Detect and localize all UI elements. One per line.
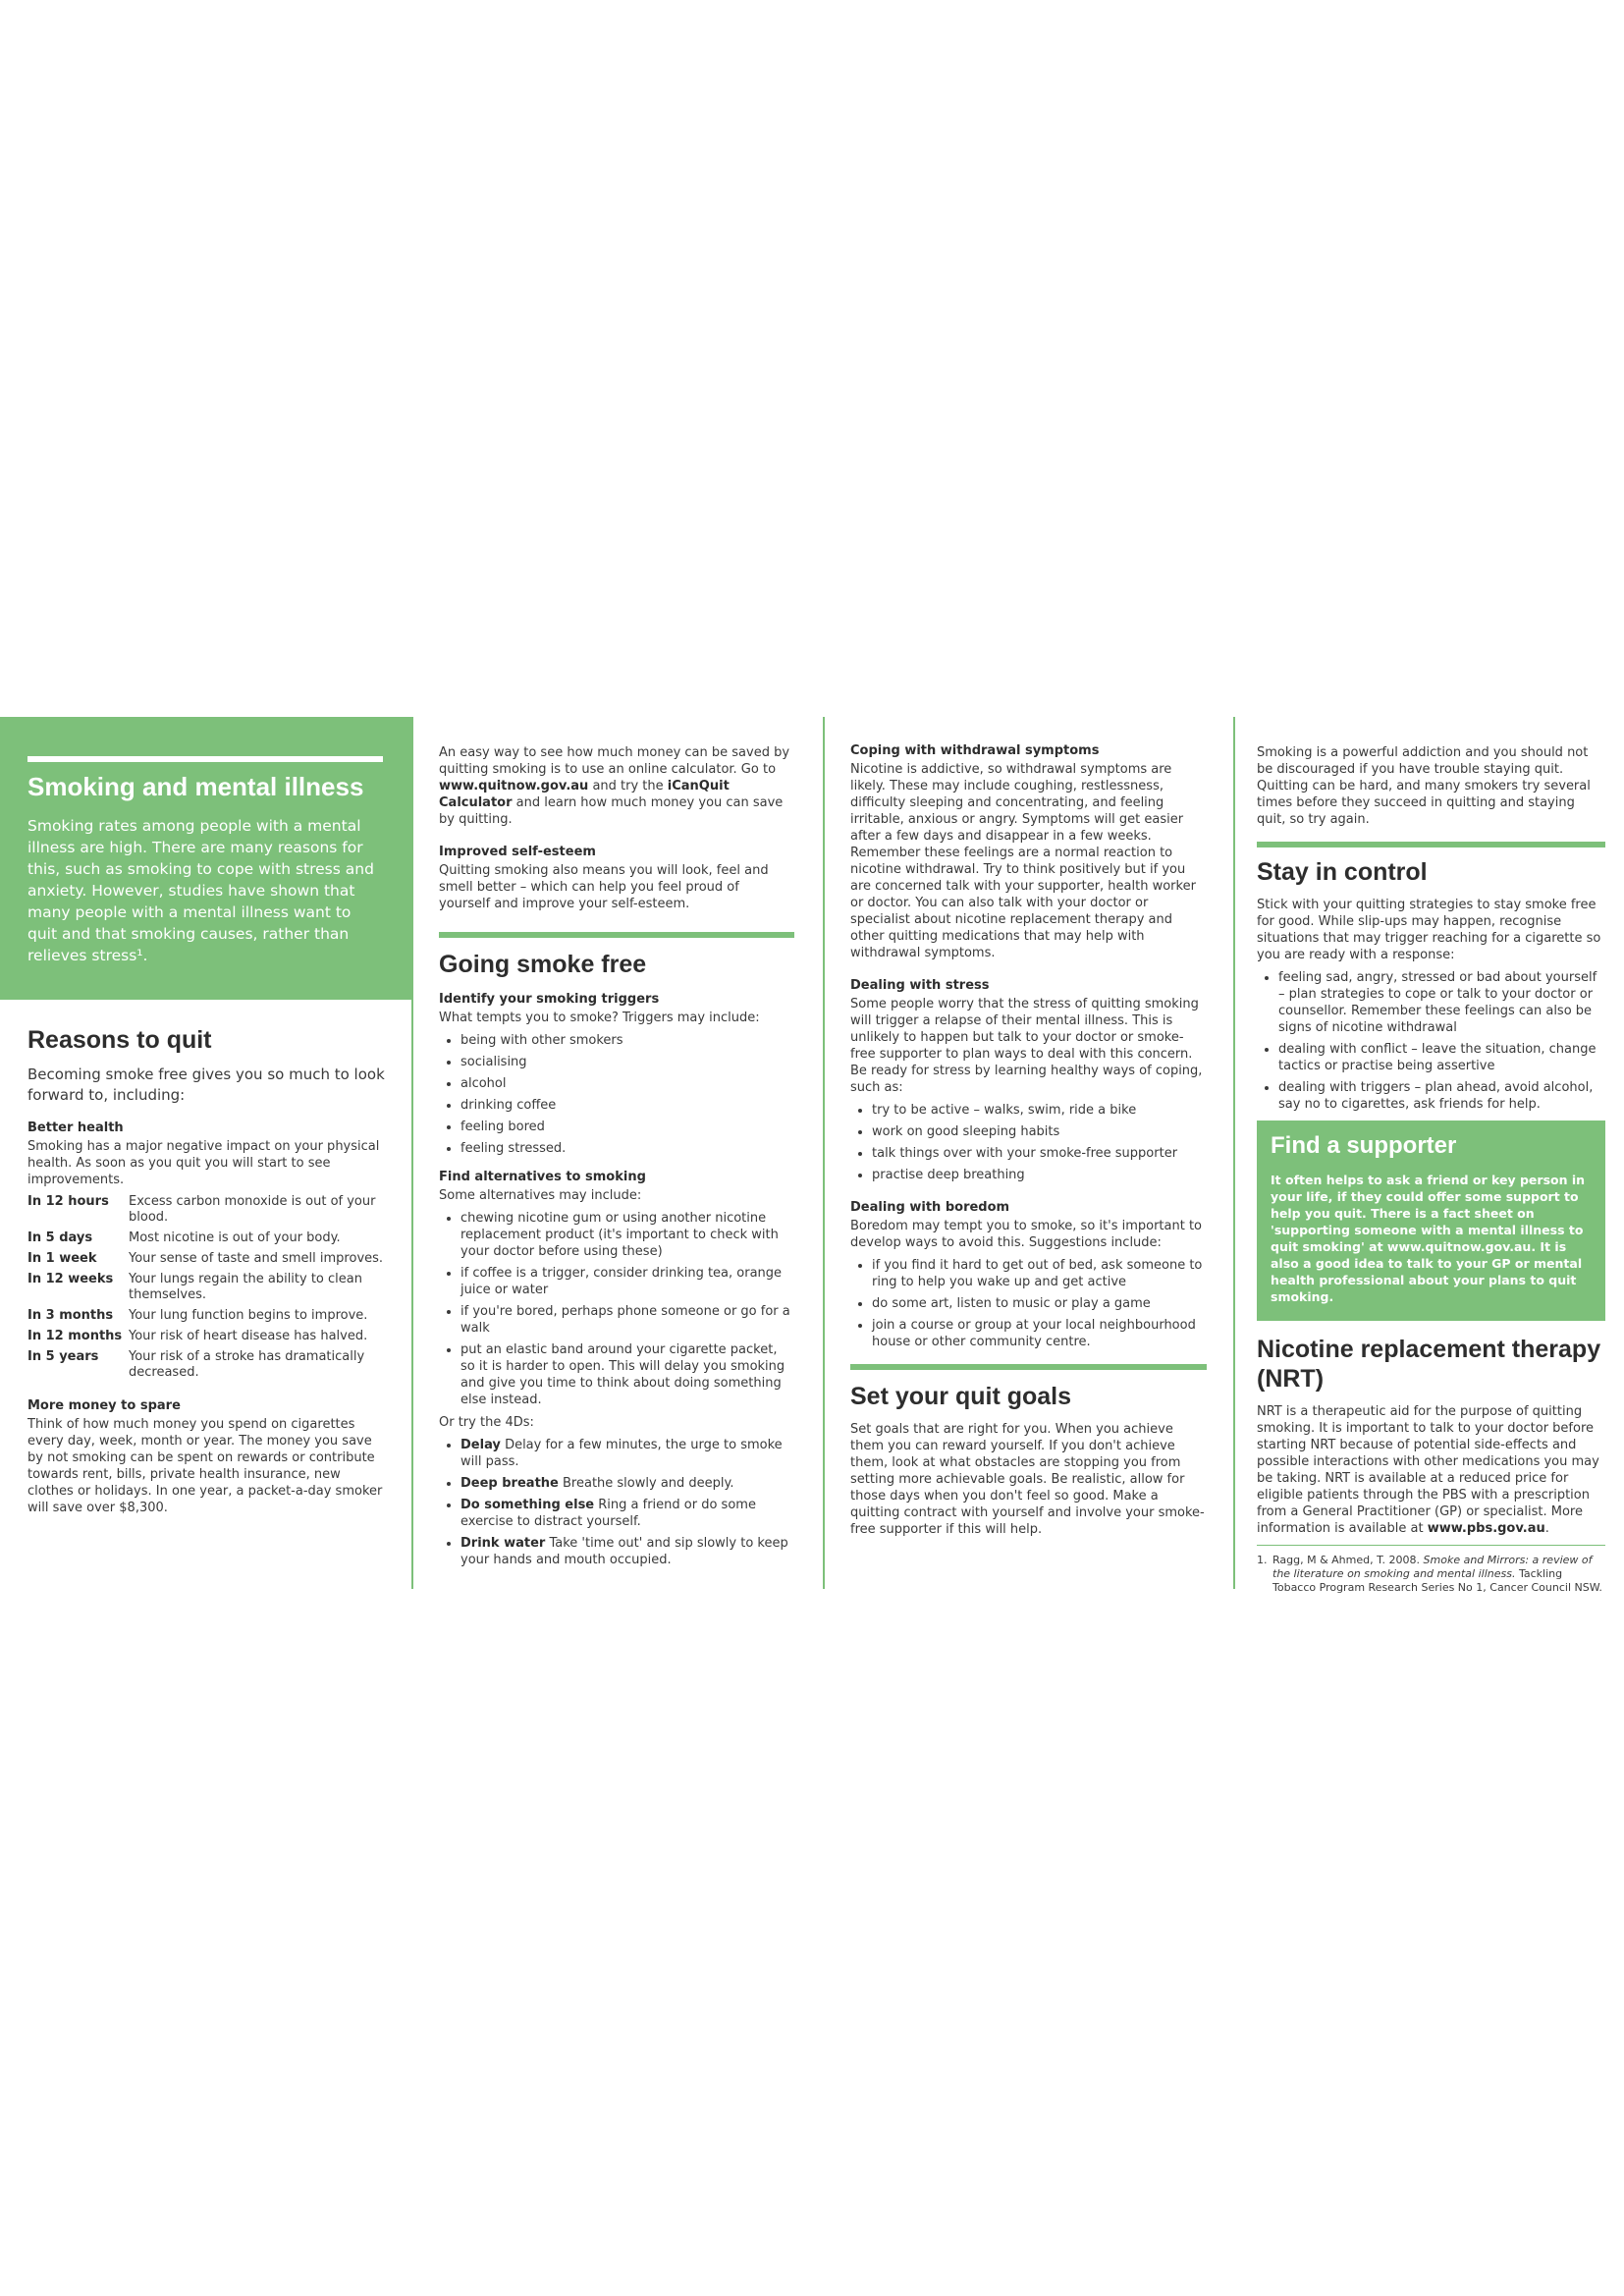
column-4: [1257, 744, 1605, 1595]
section-rule: [1257, 842, 1605, 847]
column-divider: [823, 717, 825, 1589]
list-item: • Drink water Take 'time out' and sip slowly to keep your hands and mouth occupied.: [460, 1535, 794, 1568]
column-3: [850, 742, 1207, 1544]
column-divider: [1233, 717, 1235, 1589]
withdrawal-text: Nicotine is addictive, so withdrawal symptoms are likely. These may include coughing, restlessness, difficulty sleeping and concentrating, and feeling irritable, anxious or angry. Symptoms will get easier after a few days and disappear in a few weeks. Remember these feelings are a normal reaction to nicotine withdrawal. Try to think positively but if you are concerned talk with your supporter, health worker or doctor. You can also talk with your doctor or specialist about nicotine replacement therapy and other quitting medications that may help with withdrawal symptoms.: [850, 762, 1196, 960]
stay-in-control-text: Stick with your quitting strategies to stay smoke free for good. While slip-ups may happen, recognise situations that may trigger reaching for a cigarette so you are ready with a response:: [1257, 898, 1601, 962]
icanquit-calculator-link[interactable]: iCanQuit Calculator: [439, 779, 730, 810]
stay-in-control-title: Stay in control: [1257, 858, 1428, 886]
four-ds-list: [439, 1437, 794, 1568]
list-item: • Delay Delay for a few minutes, the urge to smoke will pass.: [460, 1437, 794, 1470]
going-smoke-free-title: Going smoke free: [439, 951, 647, 978]
table-row: In 3 months Your lung function begins to improve.: [27, 1308, 368, 1323]
hero-rule: [27, 756, 383, 762]
section-rule: [439, 932, 794, 938]
table-row: In 12 months Your risk of heart disease has halved.: [27, 1329, 368, 1343]
list-item: • dealing with triggers – plan ahead, avoid alcohol, say no to cigarettes, ask friends for help.: [1278, 1079, 1605, 1113]
list-item: • join a course or group at your local neighbourhood house or other community centre.: [872, 1317, 1207, 1350]
table-row: In 12 weeks Your lungs regain the ability to clean themselves.: [27, 1272, 362, 1302]
table-row: In 12 hours Excess carbon monoxide is out of your blood.: [27, 1194, 376, 1225]
better-health-heading: Better health: [27, 1121, 124, 1135]
quitnow-link[interactable]: www.quitnow.gov.au: [439, 779, 589, 793]
list-item: • if you find it hard to get out of bed, ask someone to ring to help you wake up and get active: [872, 1257, 1207, 1290]
section-rule: [850, 1364, 1207, 1370]
table-row: In 1 week Your sense of taste and smell improves.: [27, 1251, 384, 1266]
list-item: • do some art, listen to music or play a game: [872, 1295, 1207, 1312]
self-esteem-text: Quitting smoking also means you will look, feel and smell better – which can help you feel proud of yourself and improve your self-esteem.: [439, 863, 769, 911]
column-2: [439, 744, 794, 1574]
list-item: • drinking coffee: [460, 1097, 794, 1114]
boredom-text: Boredom may tempt you to smoke, so it's important to develop ways to avoid this. Suggestions include:: [850, 1219, 1203, 1250]
reasons-title: Reasons to quit: [27, 1026, 212, 1054]
self-esteem-heading: Improved self-esteem: [439, 845, 596, 859]
nrt-text: NRT is a therapeutic aid for the purpose of quitting smoking. It is important to talk to your doctor before starting NRT because of potential side-effects and possible interactions with other medications you may be taking. NRT is available at a reduced price for eligible patients through the PBS with a prescription from a General Practitioner (GP) or specialist. More information is available at www.pbs.gov.au.: [1257, 1404, 1599, 1536]
quit-intro-text: Smoking is a powerful addiction and you should not be discouraged if you have trouble staying quit. Quitting can be hard, and many smokers try several times before they succeed in quitting and staying quit, so try again.: [1257, 745, 1591, 827]
table-row: In 5 days Most nicotine is out of your body.: [27, 1230, 341, 1245]
hero-title: Smoking and mental illness: [27, 772, 364, 801]
calculator-text: An easy way to see how much money can be saved by quitting smoking is to use an online calculator. Go to www.quitnow.gov.au and try the iCanQuit Calculator and learn how much money you can save by quitting.: [439, 745, 790, 827]
boredom-heading: Dealing with boredom: [850, 1200, 1010, 1215]
nrt-title: Nicotine replacement therapy (NRT): [1257, 1336, 1601, 1393]
list-item: • Do something else Ring a friend or do some exercise to distract yourself.: [460, 1497, 794, 1530]
footnote: 1. Ragg, M & Ahmed, T. 2008. Smoke and Mirrors: a review of the literature on smoking and mental illness. Tackling Tobacco Program Research Series No 1, Cancer Council NSW.: [1257, 1554, 1602, 1594]
money-heading: More money to spare: [27, 1398, 181, 1413]
stress-text: Some people worry that the stress of quitting smoking will trigger a relapse of their mental illness. This is unlikely to happen but talk to your doctor or smoke-free supporter to plan ways to deal with this concern. Be ready for stress by learning healthy ways of coping, such as:: [850, 997, 1203, 1095]
four-ds-intro: Or try the 4Ds:: [439, 1415, 534, 1430]
list-item: • try to be active – walks, swim, ride a bike: [872, 1102, 1207, 1119]
reasons-intro: Becoming smoke free gives you so much to look forward to, including:: [27, 1066, 385, 1104]
list-item: • if you're bored, perhaps phone someone or go for a walk: [460, 1303, 794, 1337]
withdrawal-heading: Coping with withdrawal symptoms: [850, 743, 1100, 758]
health-timeline: [27, 1194, 385, 1386]
column-1: [0, 717, 412, 1522]
list-item: • work on good sleeping habits: [872, 1123, 1207, 1140]
list-item: • Deep breathe Breathe slowly and deeply.: [460, 1475, 794, 1492]
list-item: • alcohol: [460, 1075, 794, 1092]
stress-list: [850, 1102, 1207, 1183]
control-list: [1257, 969, 1605, 1113]
find-supporter-panel: [1257, 1121, 1605, 1321]
triggers-intro: What tempts you to smoke? Triggers may include:: [439, 1011, 760, 1025]
list-item: • if coffee is a trigger, consider drinking tea, orange juice or water: [460, 1265, 794, 1298]
find-supporter-title: Find a supporter: [1271, 1132, 1457, 1159]
alternatives-list: [439, 1210, 794, 1408]
boredom-list: [850, 1257, 1207, 1350]
list-item: • being with other smokers: [460, 1032, 794, 1049]
list-item: • feeling stressed.: [460, 1140, 794, 1157]
list-item: • socialising: [460, 1054, 794, 1070]
pbs-link[interactable]: www.pbs.gov.au: [1427, 1521, 1545, 1536]
list-item: • chewing nicotine gum or using another nicotine replacement product (it's important to check with your doctor before using these): [460, 1210, 794, 1260]
list-item: • talk things over with your smoke-free supporter: [872, 1145, 1207, 1162]
better-health-text: Smoking has a major negative impact on your physical health. As soon as you quit you will start to see improvements.: [27, 1139, 380, 1187]
stress-heading: Dealing with stress: [850, 978, 990, 993]
money-text: Think of how much money you spend on cigarettes every day, week, month or year. The money you save by not smoking can be spent on rewards or contribute towards rent, bills, private health insurance, new clothes or holidays. In one year, a packet-a-day smoker will save over $8,300.: [27, 1417, 383, 1515]
hero-panel: [0, 717, 412, 1000]
alternatives-heading: Find alternatives to smoking: [439, 1170, 646, 1184]
quit-goals-text: Set goals that are right for you. When you achieve them you can reward yourself. If you don't achieve them, look at what obstacles are stopping you from setting more achievable goals. Be realistic, allow for those days when you don't feel so good. Make a quitting contract with yourself and involve your smoke-free supporter if this will help.: [850, 1422, 1205, 1537]
list-item: • practise deep breathing: [872, 1167, 1207, 1183]
quit-goals-title: Set your quit goals: [850, 1383, 1072, 1410]
footnote-divider: [1257, 1545, 1605, 1546]
table-row: In 5 years Your risk of a stroke has dramatically decreased.: [27, 1349, 365, 1380]
list-item: • put an elastic band around your cigarette packet, so it is harder to open. This will delay you smoking and give you time to think about doing something else instead.: [460, 1341, 794, 1408]
list-item: • feeling sad, angry, stressed or bad about yourself – plan strategies to cope or talk to your doctor or counsellor. Remember these feelings can also be signs of nicotine withdrawal: [1278, 969, 1605, 1036]
triggers-list: [439, 1032, 794, 1157]
triggers-heading: Identify your smoking triggers: [439, 992, 660, 1007]
find-supporter-text: It often helps to ask a friend or key person in your life, if they could offer some support to help you quit. There is a fact sheet on 'supporting someone with a mental illness to quit smoking' at www.quitnow.gov.au. It is also a good idea to talk to your GP or mental health professional about your plans to quit smoking.: [1271, 1173, 1586, 1304]
list-item: • feeling bored: [460, 1119, 794, 1135]
alternatives-intro: Some alternatives may include:: [439, 1188, 642, 1203]
hero-text: Smoking rates among people with a mental illness are high. There are many reasons for this, such as smoking to cope with stress and anxiety. However, studies have shown that many people with a mental illness want to quit and that smoking causes, rather than relieves stress¹.: [27, 817, 374, 964]
list-item: • dealing with conflict – leave the situation, change tactics or practise being assertive: [1278, 1041, 1605, 1074]
